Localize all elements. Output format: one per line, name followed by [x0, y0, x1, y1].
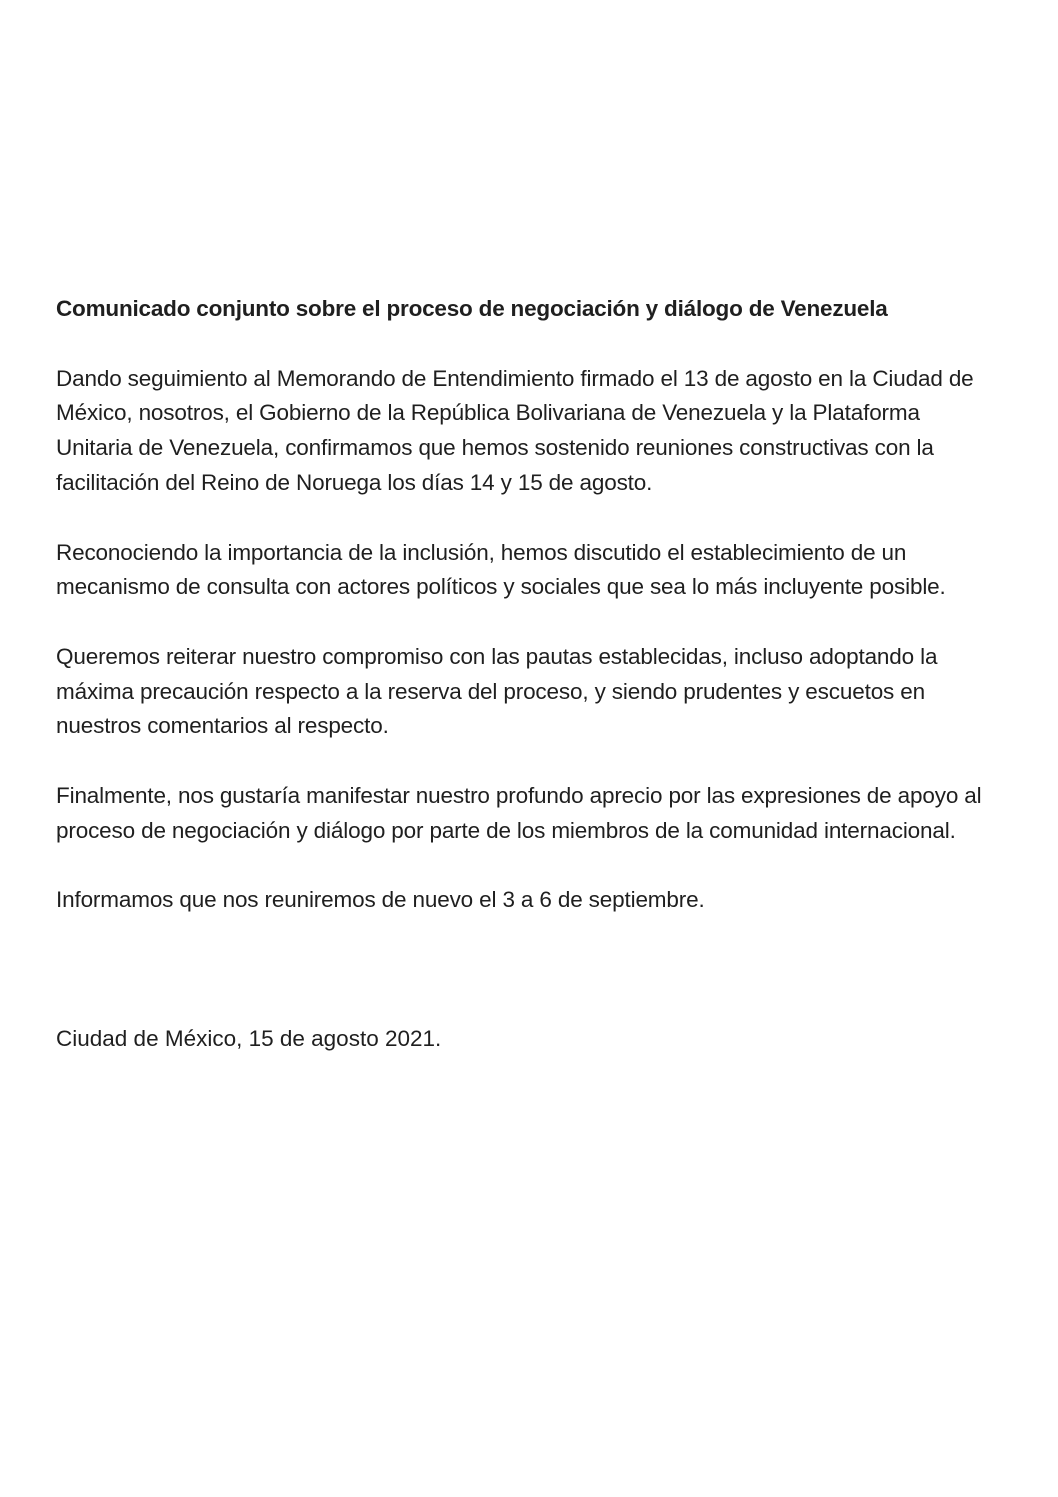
- paragraph-memorandum: Dando seguimiento al Memorando de Entendimiento firmado el 13 de agosto en la Ciudad de México, nosotros, el Gobierno de la República Bolivariana de Venezuela y la Plataforma Unitaria de Venezuela, confirmamos que hemos sostenido reuniones constructivas con la facilitación del Reino de Noruega los días 14 y 15 de agosto.: [56, 365, 974, 495]
- paragraph-appreciation: Finalmente, nos gustaría manifestar nuestro profundo aprecio por las expresiones de apoyo al proceso de negociación y diálogo por parte de los miembros de la comunidad internacional.: [56, 783, 982, 843]
- place-and-date: Ciudad de México, 15 de agosto 2021.: [56, 1026, 442, 1052]
- paragraph-commitment: Queremos reiterar nuestro compromiso con las pautas establecidas, incluso adoptando la máxima precaución respecto a la reserva del proceso, y siendo prudentes y escuetos en nuestros comentarios al respecto.: [56, 643, 938, 739]
- paragraph-next-meeting: Informamos que nos reuniremos de nuevo el 3 a 6 de septiembre.: [56, 887, 705, 913]
- paragraph-inclusion: Reconociendo la importancia de la inclusión, hemos discutido el establecimiento de un mecanismo de consulta con actores políticos y sociales que sea lo más incluyente posible.: [56, 539, 946, 600]
- document-body: [56, 292, 986, 1057]
- document-title: Comunicado conjunto sobre el proceso de negociación y diálogo de Venezuela: [56, 296, 888, 321]
